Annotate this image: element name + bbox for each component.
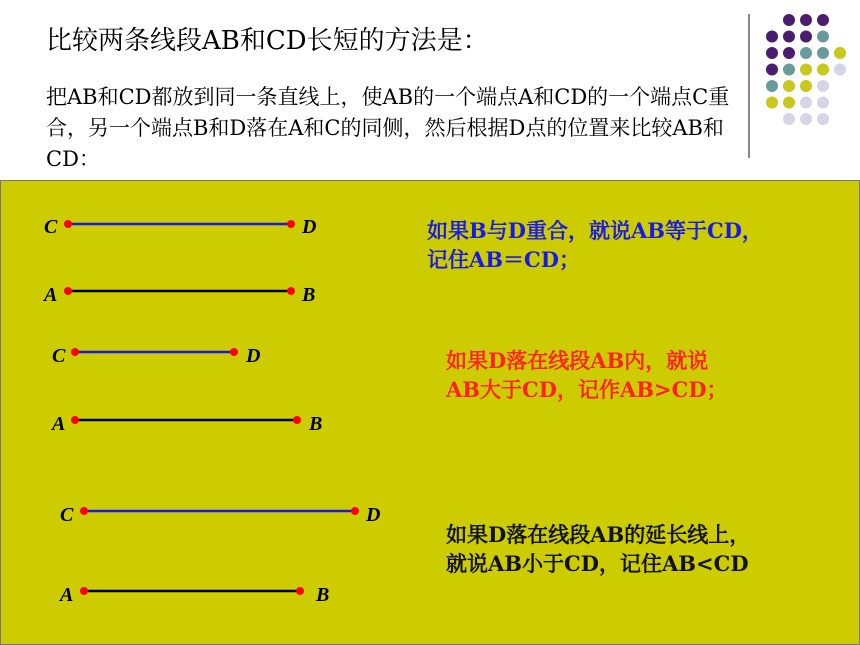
label-c-1: C bbox=[44, 216, 58, 238]
label-a-2: A bbox=[52, 413, 66, 435]
endpoint-d-3 bbox=[351, 507, 359, 515]
label-a-3: A bbox=[60, 584, 74, 606]
page-title: 比较两条线段AB和CD长短的方法是： bbox=[46, 26, 489, 56]
label-d-3: D bbox=[366, 504, 381, 526]
endpoint-c-1 bbox=[64, 220, 72, 228]
intro-paragraph: 把AB和CD都放到同一条直线上，使AB的一个端点A和CD的一个端点C重合，另一个端点B和D落在A和C的同侧，然后根据D点的位置来比较AB和CD： bbox=[46, 85, 730, 171]
label-b-3: B bbox=[316, 584, 330, 606]
endpoint-b-3 bbox=[296, 587, 304, 595]
endpoint-d-1 bbox=[287, 220, 295, 228]
case-greater-note: 如果D落在线段AB内，就说 AB大于CD，记作AB>CD； bbox=[446, 348, 728, 402]
endpoint-b-1 bbox=[287, 287, 295, 295]
endpoint-a-1 bbox=[64, 287, 72, 295]
endpoint-c-2 bbox=[71, 348, 79, 356]
label-b-2: B bbox=[309, 413, 323, 435]
label-d-2: D bbox=[246, 345, 261, 367]
case-less-note: 如果D落在线段AB的延长线上， 就说AB小于CD，记住AB<CD bbox=[446, 522, 751, 576]
endpoint-a-3 bbox=[80, 587, 88, 595]
endpoint-b-2 bbox=[293, 416, 301, 424]
label-d-1: D bbox=[302, 216, 317, 238]
label-a-1: A bbox=[44, 284, 58, 306]
label-c-3: C bbox=[60, 504, 74, 526]
label-b-1: B bbox=[302, 284, 316, 306]
endpoint-c-3 bbox=[80, 507, 88, 515]
endpoint-d-2 bbox=[230, 348, 238, 356]
label-c-2: C bbox=[52, 345, 66, 367]
endpoint-a-2 bbox=[71, 416, 79, 424]
case-equal-note: 如果B与D重合，就说AB等于CD， 记住AB＝CD； bbox=[427, 218, 763, 272]
